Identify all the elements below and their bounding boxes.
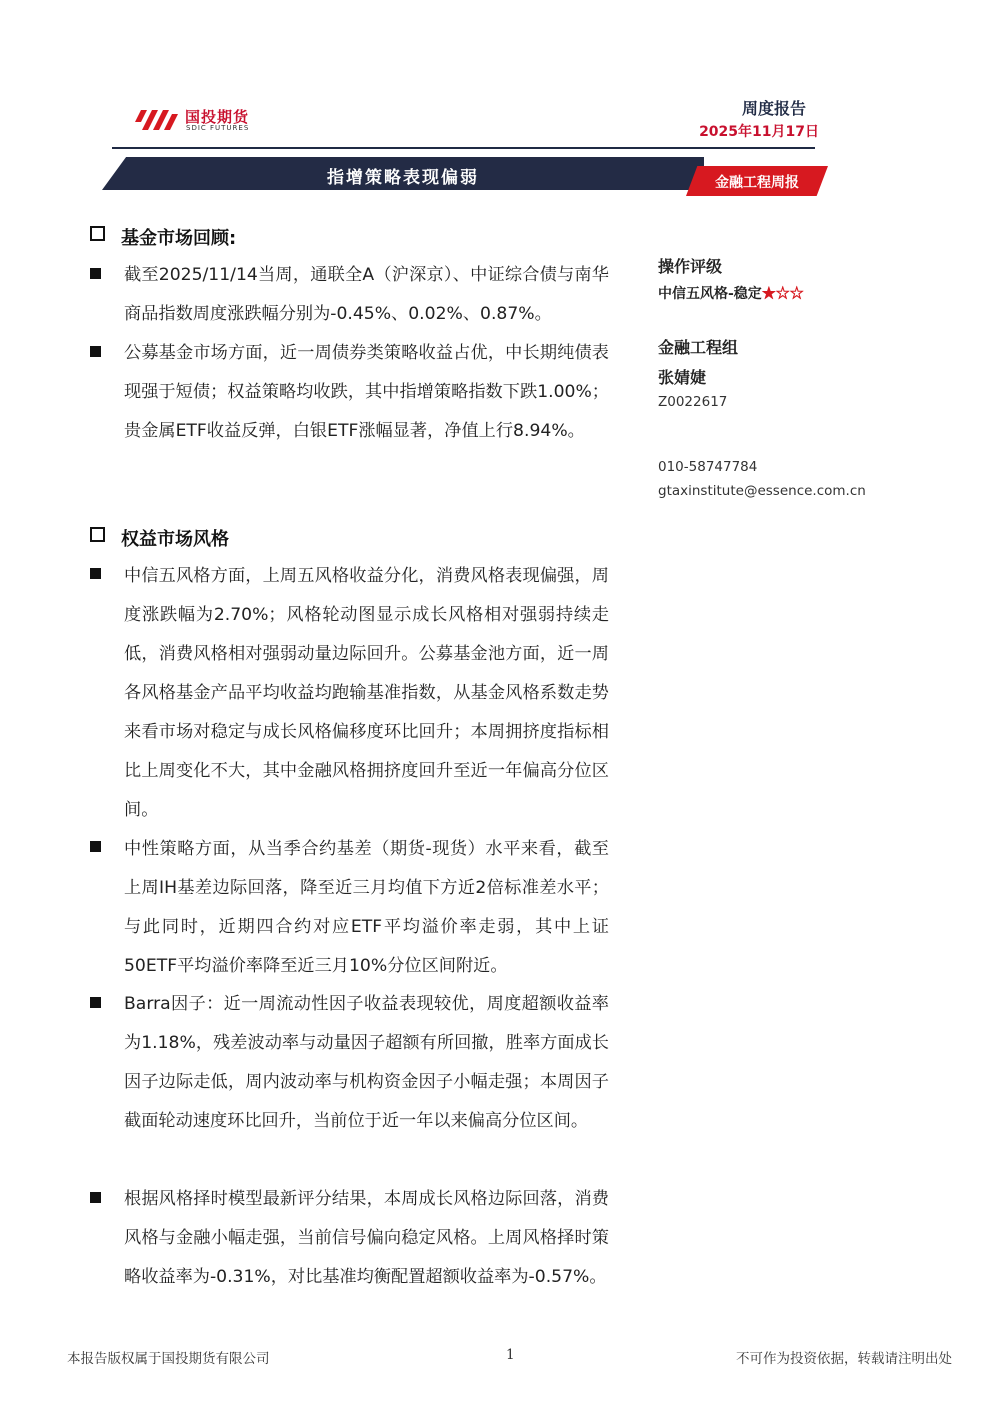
paragraph: 截至2025/11/14当周，通联全A（沪深京）、中证综合债与南华商品指数周度涨跌幅分别为-0.45%、0.02%、0.87%。 bbox=[124, 265, 609, 324]
rating-title: 操作评级 bbox=[658, 257, 723, 276]
contact-phone: 010-58747784 bbox=[658, 459, 758, 475]
bullet-square-icon bbox=[90, 1192, 101, 1203]
paragraph: 公募基金市场方面，近一周债券类策略收益占优，中长期纯债表现强于短债；权益策略均收跌，其中指增策略指数下跌1.00%；贵金属ETF收益反弹，白银ETF涨幅显著，净值上行8.94%。 bbox=[124, 343, 609, 441]
rating-line bbox=[658, 283, 804, 303]
rating-stars: ★☆☆ bbox=[761, 286, 804, 302]
checkbox-square-icon bbox=[90, 226, 105, 241]
bullet-square-icon bbox=[90, 346, 101, 357]
section-heading-fund-market: 基金市场回顾: bbox=[90, 224, 236, 250]
header-divider bbox=[112, 147, 815, 149]
bullet-square-icon bbox=[90, 568, 101, 579]
paragraph: Barra因子：近一周流动性因子收益表现较优，周度超额收益率为1.18%，残差波动率与动量因子超额有所回撤，胜率方面成长因子边际走低，周内波动率与机构资金因子小幅走强；本周因子截面轮动速度环比回升，当前位于近一年以来偏高分位区间。 bbox=[124, 994, 609, 1131]
brand-name-en: SDIC FUTURES bbox=[186, 124, 250, 132]
report-date: 2025年11月17日 bbox=[699, 124, 819, 140]
section-heading-equity-style: 权益市场风格 bbox=[90, 525, 229, 551]
report-type: 周度报告 bbox=[741, 99, 806, 118]
analyst-name: 张婧婕 bbox=[658, 368, 707, 387]
paragraph: 根据风格择时模型最新评分结果，本周成长风格边际回落，消费风格与金融小幅走强，当前信号偏向稳定风格。上周风格择时策略收益率为-0.31%，对比基准均衡配置超额收益率为-0.57%。 bbox=[124, 1189, 609, 1287]
brand-name-cn: 国投期货 bbox=[185, 108, 250, 126]
page-number: 1 bbox=[506, 1347, 515, 1363]
analyst-license: Z0022617 bbox=[658, 394, 728, 410]
logo-mark-icon bbox=[133, 106, 179, 132]
report-title: 指增策略表现偏弱 bbox=[327, 168, 479, 188]
rating-label: 中信五风格-稳定 bbox=[658, 286, 762, 302]
footer-copyright: 本报告版权属于国投期货有限公司 bbox=[67, 1351, 270, 1367]
bullet-square-icon bbox=[90, 997, 101, 1008]
department-label: 金融工程周报 bbox=[715, 175, 799, 191]
bullet-square-icon bbox=[90, 841, 101, 852]
contact-email[interactable]: gtaxinstitute@essence.com.cn bbox=[658, 483, 866, 499]
paragraph: 中信五风格方面，上周五风格收益分化，消费风格表现偏强，周度涨跌幅为2.70%；风格轮动图显示成长风格相对强弱持续走低，消费风格相对强弱动量边际回升。公募基金池方面，近一周各风格基金产品平均收益均跑输基准指数，从基金风格系数走势来看市场对稳定与成长风格偏移度环比回升；本周拥挤度指标相比上周变化不大，其中金融风格拥挤度回升至近一年偏高分位区间。 bbox=[124, 566, 609, 820]
team-name: 金融工程组 bbox=[658, 338, 739, 357]
footer-disclaimer: 不可作为投资依据，转载请注明出处 bbox=[736, 1351, 952, 1367]
bullet-square-icon bbox=[90, 268, 101, 279]
paragraph: 中性策略方面，从当季合约基差（期货-现货）水平来看，截至上周IH基差边际回落，降至近三月均值下方近2倍标准差水平；与此同时，近期四合约对应ETF平均溢价率走弱，其中上证50ETF平均溢价率降至近三月10%分位区间附近。 bbox=[124, 839, 609, 976]
brand-logo bbox=[133, 104, 268, 134]
checkbox-square-icon bbox=[90, 527, 105, 542]
